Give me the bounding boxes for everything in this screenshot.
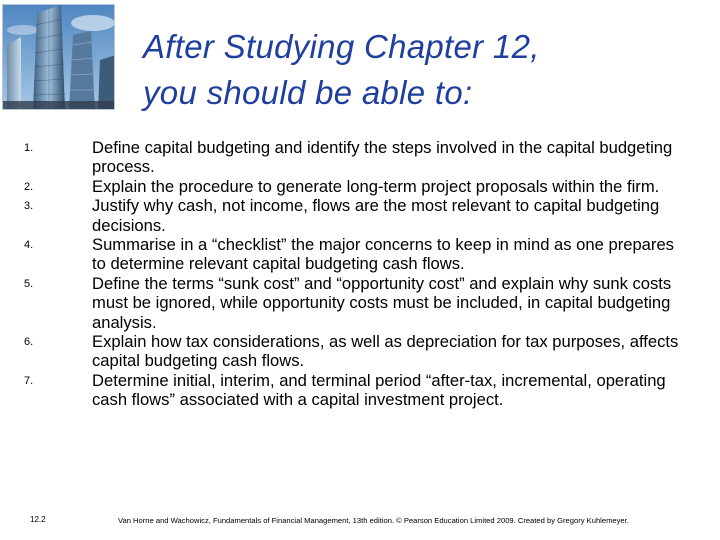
slide-title xyxy=(143,24,703,116)
objective-text: Explain the procedure to generate long-term project proposals within the firm. xyxy=(92,176,660,196)
objective-number: 4. xyxy=(24,239,34,252)
skyscraper-photo xyxy=(2,4,115,110)
objective-number: 3. xyxy=(24,200,34,213)
objective-text: Determine initial, interim, and terminal period “after-tax, incremental, operating cash flows” associated with a capital investment project. xyxy=(92,370,666,410)
learning-objectives-list xyxy=(0,138,720,410)
objective-item xyxy=(0,177,720,196)
objective-number: 6. xyxy=(24,336,34,349)
objective-text: Define the terms “sunk cost” and “opportunity cost” and explain why sunk costs must be ignored, while opportunity costs must be included, in capital budgeting analysis. xyxy=(92,273,672,332)
objective-item xyxy=(0,235,720,274)
objective-item xyxy=(0,371,720,410)
objective-number: 2. xyxy=(24,180,34,193)
objective-text: Summarise in a “checklist” the major concerns to keep in mind as one prepares to determine relevant capital budgeting cash flows. xyxy=(92,235,674,274)
title-line-1: After Studying Chapter 12, xyxy=(143,28,540,65)
objective-item xyxy=(0,332,720,371)
objective-number: 1. xyxy=(24,142,34,154)
objective-item xyxy=(0,196,720,235)
title-line-2: you should be able to: xyxy=(143,74,473,111)
objective-text: Justify why cash, not income, flows are the most relevant to capital budgeting decisions. xyxy=(92,196,660,235)
objective-text: Explain how tax considerations, as well as depreciation for tax purposes, affects capital budgeting cash flows. xyxy=(92,332,679,371)
objective-item xyxy=(0,274,720,332)
footer-credit: Van Horne and Wachowicz, Fundamentals of Financial Management, 13th edition. © Pearson Education Limited 2009. Created by Gregory Kuhlemeyer. xyxy=(118,516,629,525)
objective-number: 7. xyxy=(24,374,34,387)
objective-item xyxy=(0,138,720,177)
objective-text: Define capital budgeting and identify the steps involved in the capital budgeting process. xyxy=(92,138,673,177)
objective-number: 5. xyxy=(24,277,34,290)
slide-page-number: 12.2 xyxy=(30,515,46,524)
